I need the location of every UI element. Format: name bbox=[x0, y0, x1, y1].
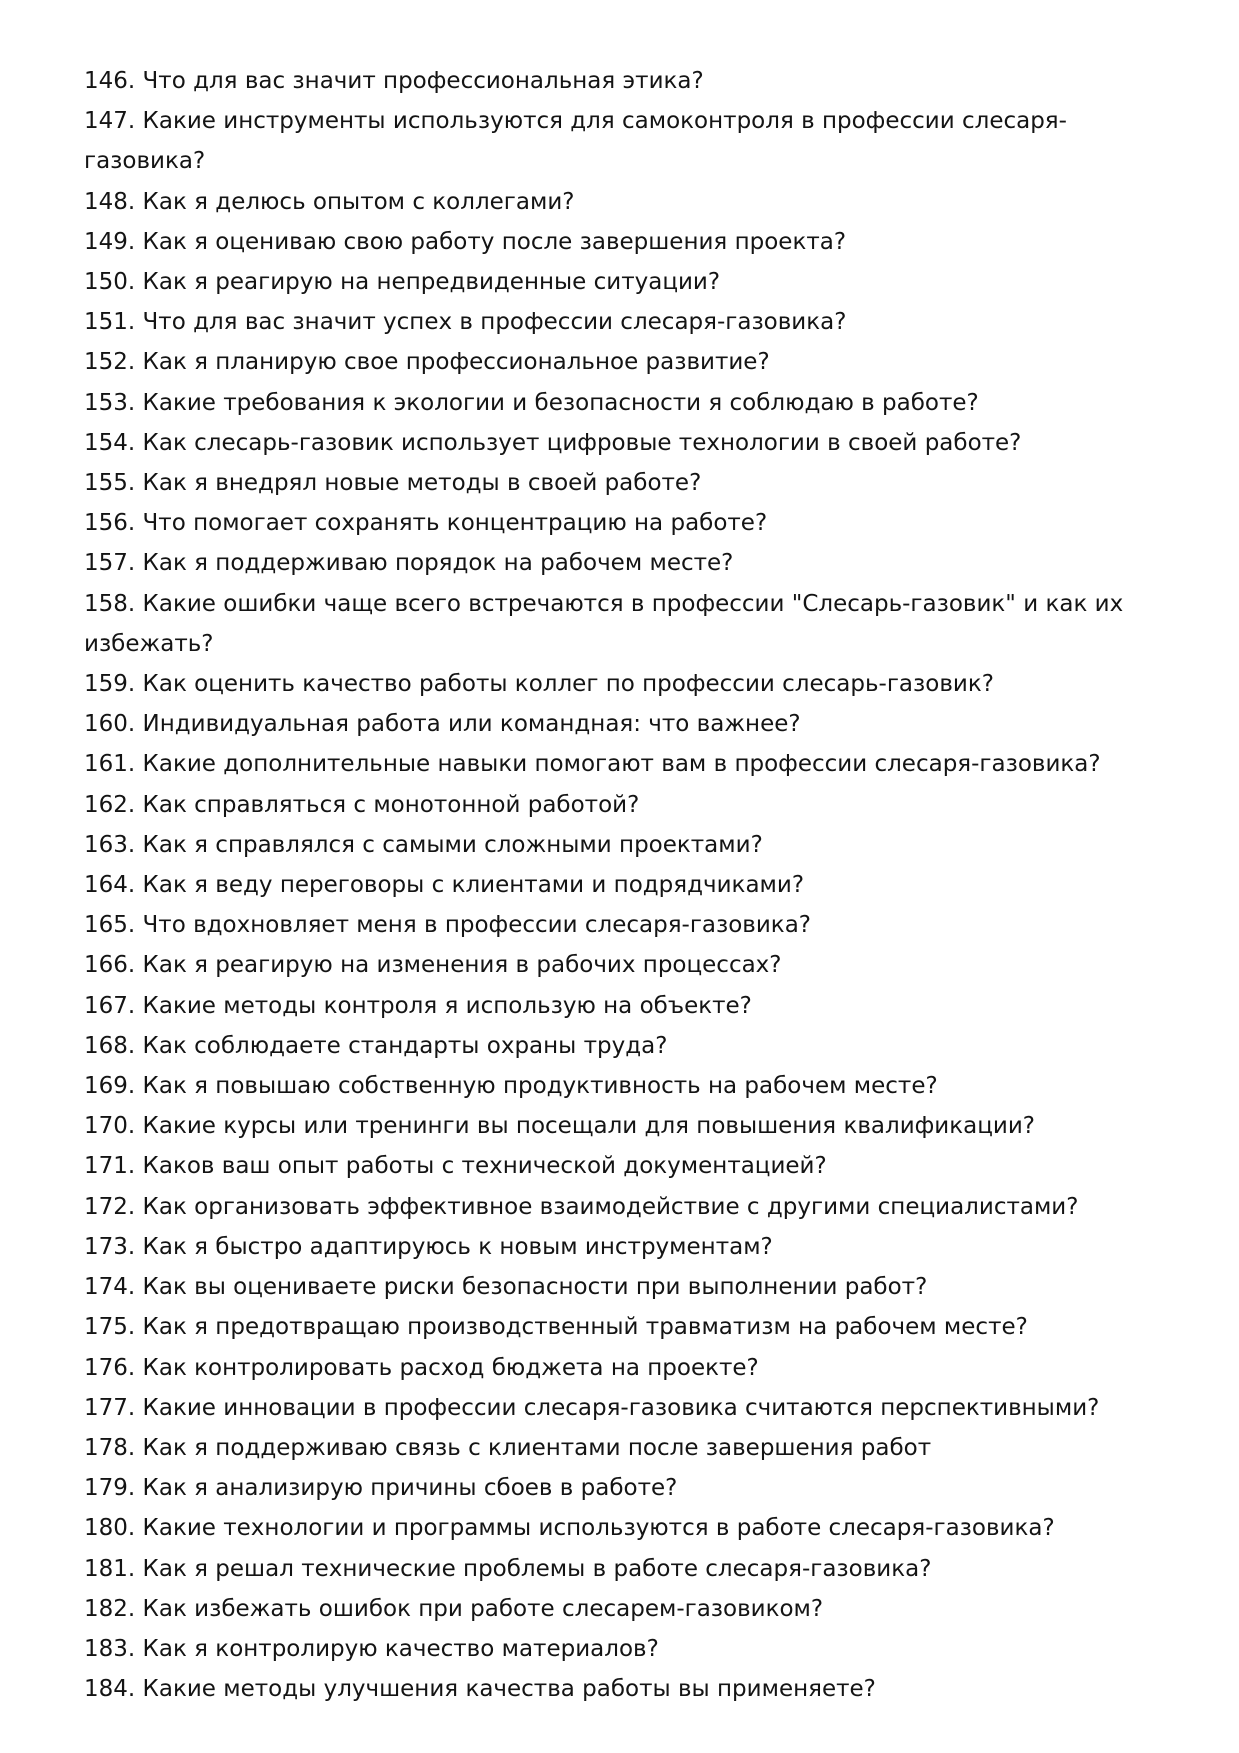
question-text: Как слесарь-газовик использует цифровые технологии в своей работе? bbox=[142, 429, 1022, 456]
question-item bbox=[84, 785, 1164, 825]
question-number: 170. bbox=[84, 1113, 136, 1140]
question-number: 159. bbox=[84, 671, 136, 698]
question-number: 154. bbox=[84, 429, 136, 456]
question-number: 156. bbox=[84, 510, 136, 537]
question-text: Какие дополнительные навыки помогают вам в профессии слесаря-газовика? bbox=[142, 751, 1101, 778]
question-number: 176. bbox=[84, 1354, 136, 1381]
question-text: Какие требования к экологии и безопасности я соблюдаю в работе? bbox=[142, 389, 979, 416]
question-text: Как я предотвращаю производственный травматизм на рабочем месте? bbox=[142, 1314, 1028, 1341]
question-item bbox=[84, 543, 1164, 583]
question-number: 183. bbox=[84, 1635, 136, 1662]
question-item bbox=[84, 664, 1164, 704]
question-text: Какие ошибки чаще всего встречаются в профессии "Слесарь-газовик" и как их избежать? bbox=[84, 590, 1124, 657]
question-item bbox=[84, 503, 1164, 543]
question-item bbox=[84, 1629, 1164, 1669]
question-number: 164. bbox=[84, 872, 136, 899]
question-item bbox=[84, 1187, 1164, 1227]
question-item bbox=[84, 222, 1164, 262]
question-number: 174. bbox=[84, 1274, 136, 1301]
question-number: 150. bbox=[84, 269, 136, 296]
question-item bbox=[84, 1146, 1164, 1186]
question-text: Как организовать эффективное взаимодействие с другими специалистами? bbox=[142, 1193, 1079, 1220]
question-item bbox=[84, 423, 1164, 463]
question-number: 167. bbox=[84, 992, 136, 1019]
question-number: 179. bbox=[84, 1475, 136, 1502]
question-number: 158. bbox=[84, 590, 136, 617]
question-text: Как контролировать расход бюджета на проекте? bbox=[142, 1354, 759, 1381]
question-item bbox=[84, 1348, 1164, 1388]
question-number: 181. bbox=[84, 1555, 136, 1582]
question-item bbox=[84, 1508, 1164, 1548]
question-text: Индивидуальная работа или командная: что важнее? bbox=[142, 711, 801, 738]
question-item bbox=[84, 865, 1164, 905]
question-item bbox=[84, 302, 1164, 342]
question-item bbox=[84, 704, 1164, 744]
question-item bbox=[84, 1669, 1164, 1709]
question-number: 148. bbox=[84, 188, 136, 215]
question-item bbox=[84, 945, 1164, 985]
question-item bbox=[84, 825, 1164, 865]
question-number: 160. bbox=[84, 711, 136, 738]
question-number: 152. bbox=[84, 349, 136, 376]
question-number: 161. bbox=[84, 751, 136, 778]
question-text: Как оценить качество работы коллег по профессии слесарь-газовик? bbox=[142, 671, 994, 698]
question-text: Какие методы контроля я использую на объекте? bbox=[142, 992, 752, 1019]
question-text: Как избежать ошибок при работе слесарем-газовиком? bbox=[142, 1595, 824, 1622]
question-text: Как я оцениваю свою работу после завершения проекта? bbox=[142, 228, 847, 255]
question-number: 146. bbox=[84, 68, 136, 94]
question-text: Как я быстро адаптируюсь к новым инструментам? bbox=[142, 1233, 773, 1260]
question-text: Что для вас значит профессиональная этика? bbox=[142, 68, 704, 94]
question-text: Что вдохновляет меня в профессии слесаря-газовика? bbox=[142, 912, 812, 939]
question-text: Какие методы улучшения качества работы вы применяете? bbox=[142, 1676, 876, 1703]
question-text: Как справляться с монотонной работой? bbox=[142, 791, 640, 818]
question-number: 169. bbox=[84, 1073, 136, 1100]
question-text: Как я повышаю собственную продуктивность на рабочем месте? bbox=[142, 1073, 938, 1100]
question-number: 166. bbox=[84, 952, 136, 979]
question-item bbox=[84, 1066, 1164, 1106]
question-item bbox=[84, 584, 1164, 664]
question-item bbox=[84, 101, 1164, 181]
question-text: Как вы оцениваете риски безопасности при выполнении работ? bbox=[142, 1274, 928, 1301]
question-item bbox=[84, 1227, 1164, 1267]
question-number: 175. bbox=[84, 1314, 136, 1341]
question-text: Как я решал технические проблемы в работе слесаря-газовика? bbox=[142, 1555, 932, 1582]
question-number: 177. bbox=[84, 1394, 136, 1421]
question-item bbox=[84, 744, 1164, 784]
question-number: 155. bbox=[84, 470, 136, 497]
question-number: 162. bbox=[84, 791, 136, 818]
question-item bbox=[84, 905, 1164, 945]
question-number: 147. bbox=[84, 108, 136, 135]
question-text: Что для вас значит успех в профессии слесаря-газовика? bbox=[142, 309, 847, 336]
question-text: Какие инновации в профессии слесаря-газовика считаются перспективными? bbox=[142, 1394, 1100, 1421]
question-text: Что помогает сохранять концентрацию на работе? bbox=[142, 510, 768, 537]
question-item bbox=[84, 1428, 1164, 1468]
question-item bbox=[84, 463, 1164, 503]
question-number: 182. bbox=[84, 1595, 136, 1622]
question-item bbox=[84, 1307, 1164, 1347]
question-text: Как соблюдаете стандарты охраны труда? bbox=[142, 1032, 668, 1059]
question-item bbox=[84, 383, 1164, 423]
question-number: 184. bbox=[84, 1676, 136, 1703]
question-text: Какие инструменты используются для самоконтроля в профессии слесаря-газовика? bbox=[84, 108, 1067, 175]
question-item bbox=[84, 182, 1164, 222]
question-number: 180. bbox=[84, 1515, 136, 1542]
question-number: 168. bbox=[84, 1032, 136, 1059]
question-item bbox=[84, 1106, 1164, 1146]
question-text: Как я поддерживаю порядок на рабочем месте? bbox=[142, 550, 734, 577]
question-item bbox=[84, 61, 1164, 101]
question-number: 163. bbox=[84, 831, 136, 858]
question-number: 165. bbox=[84, 912, 136, 939]
question-text: Как я поддерживаю связь с клиентами после завершения работ bbox=[142, 1434, 932, 1461]
question-text: Как я делюсь опытом с коллегами? bbox=[142, 188, 575, 215]
question-text: Как я реагирую на изменения в рабочих процессах? bbox=[142, 952, 782, 979]
question-text: Как я веду переговоры с клиентами и подрядчиками? bbox=[142, 872, 805, 899]
question-number: 151. bbox=[84, 309, 136, 336]
question-number: 171. bbox=[84, 1153, 136, 1180]
question-text: Как я анализирую причины сбоев в работе? bbox=[142, 1475, 678, 1502]
question-text: Каков ваш опыт работы с технической документацией? bbox=[142, 1153, 827, 1180]
question-text: Какие курсы или тренинги вы посещали для повышения квалификации? bbox=[142, 1113, 1035, 1140]
question-list bbox=[84, 61, 1164, 1709]
question-text: Как я реагирую на непредвиденные ситуации? bbox=[142, 269, 721, 296]
question-text: Как я контролирую качество материалов? bbox=[142, 1635, 659, 1662]
question-text: Как я внедрял новые методы в своей работе? bbox=[142, 470, 702, 497]
question-item bbox=[84, 1549, 1164, 1589]
question-item bbox=[84, 1267, 1164, 1307]
question-text: Какие технологии и программы используются в работе слесаря-газовика? bbox=[142, 1515, 1055, 1542]
question-number: 178. bbox=[84, 1434, 136, 1461]
question-item bbox=[84, 342, 1164, 382]
question-number: 149. bbox=[84, 228, 136, 255]
question-text: Как я справлялся с самыми сложными проектами? bbox=[142, 831, 763, 858]
question-number: 173. bbox=[84, 1233, 136, 1260]
question-item bbox=[84, 1468, 1164, 1508]
question-text: Как я планирую свое профессиональное развитие? bbox=[142, 349, 770, 376]
question-number: 172. bbox=[84, 1193, 136, 1220]
question-item bbox=[84, 986, 1164, 1026]
question-item bbox=[84, 262, 1164, 302]
question-number: 157. bbox=[84, 550, 136, 577]
question-item bbox=[84, 1589, 1164, 1629]
question-item bbox=[84, 1026, 1164, 1066]
question-item bbox=[84, 1388, 1164, 1428]
question-number: 153. bbox=[84, 389, 136, 416]
